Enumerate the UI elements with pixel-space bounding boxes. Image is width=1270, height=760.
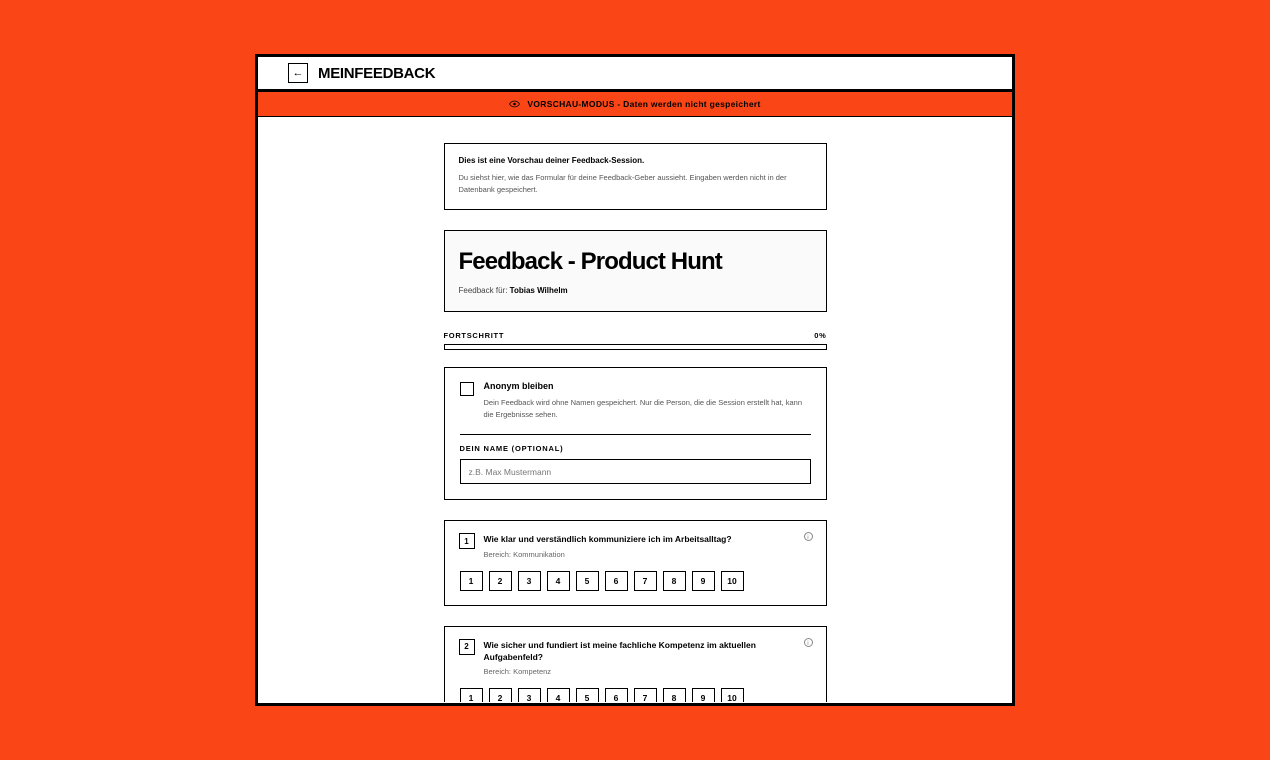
progress-label: FORTSCHRITT [443,331,505,341]
rating-option-3[interactable]: 3 [518,571,541,591]
question-number: 1 [459,533,475,549]
preview-banner-text: VORSCHAU-MODUS - Daten werden nicht gespeichert [527,99,761,109]
divider [460,434,811,435]
rating-option-10[interactable]: 10 [721,688,744,702]
preview-mode-banner [258,92,1012,117]
rating-option-4[interactable]: 4 [547,688,570,702]
question-text: Wie klar und verständlich kommuniziere ich im Arbeitsalltag? [483,534,732,545]
question-category [484,550,732,559]
rating-option-9[interactable]: 9 [692,688,715,702]
rating-option-9[interactable]: 9 [692,571,715,591]
question-category-label: Bereich: [483,667,512,677]
rating-scale [459,571,812,591]
rating-option-5[interactable]: 5 [576,688,599,702]
name-field-label: DEIN NAME (OPTIONAL) [459,444,564,454]
rating-option-6[interactable]: 6 [605,688,628,702]
info-icon[interactable]: i [804,638,813,647]
app-header [258,57,1012,92]
progress-bar [444,344,827,350]
arrow-left-icon[interactable]: ← [288,63,308,83]
question-category-label: Bereich: [483,549,512,559]
anonymous-label: Anonym bleiben [483,381,554,392]
rating-option-7[interactable]: 7 [634,688,657,702]
question-category-value: Kommunikation [513,549,565,559]
rating-option-1[interactable]: 1 [460,571,483,591]
rating-option-6[interactable]: 6 [605,571,628,591]
app-window [255,54,1015,706]
rating-option-10[interactable]: 10 [721,571,744,591]
anonymous-card [444,367,827,500]
rating-option-8[interactable]: 8 [663,688,686,702]
session-recipient-name: Tobias Wilhelm [509,286,568,296]
progress-section [444,331,827,350]
form-scroll-area[interactable] [258,117,1012,702]
question-card [444,520,827,605]
preview-info-title: Dies ist eine Vorschau deiner Feedback-Session. [458,156,645,165]
session-recipient [459,286,812,295]
name-input[interactable] [460,459,811,484]
session-recipient-label: Feedback für: [458,286,508,296]
rating-scale [459,688,812,702]
eye-icon [509,100,520,108]
rating-option-4[interactable]: 4 [547,571,570,591]
rating-option-2[interactable]: 2 [489,571,512,591]
preview-info-card [444,143,827,210]
rating-option-3[interactable]: 3 [518,688,541,702]
progress-value: 0% [814,331,827,341]
rating-option-7[interactable]: 7 [634,571,657,591]
anonymous-description: Dein Feedback wird ohne Namen gespeichert. Nur die Person, die die Session erstellt hat, kann die Ergebnisse sehen. [483,398,803,420]
rating-option-8[interactable]: 8 [663,571,686,591]
anonymous-checkbox[interactable] [460,382,474,396]
page-title: Feedback - Product Hunt [458,248,722,276]
rating-option-2[interactable]: 2 [489,688,512,702]
question-number: 2 [459,639,475,655]
brand-title: MEINFEEDBACK [318,64,436,82]
rating-option-5[interactable]: 5 [576,571,599,591]
question-text: Wie sicher und fundiert ist meine fachliche Kompetenz im aktuellen Aufgabenfeld? [483,639,756,662]
rating-option-1[interactable]: 1 [460,688,483,702]
info-icon[interactable]: i [804,532,813,541]
session-title-card [444,230,827,312]
question-category [484,667,774,676]
question-card [444,626,827,702]
preview-info-text: Du siehst hier, wie das Formular für deine Feedback-Geber aussieht. Eingaben werden nicht in der Datenbank gespeichert. [458,173,787,194]
question-category-value: Kompetenz [513,667,552,677]
